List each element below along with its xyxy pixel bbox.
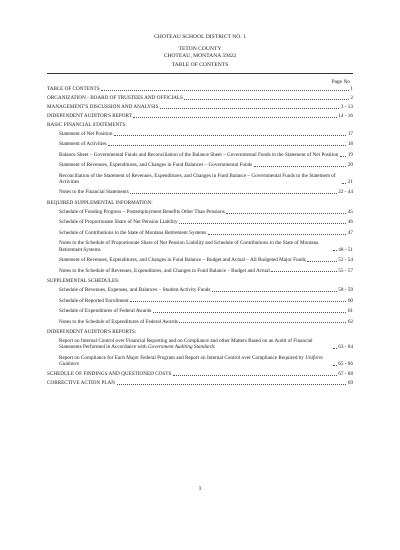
- city-address: CHOTEAU, MONTANA 59422: [163, 53, 237, 59]
- dot-leader: [179, 223, 346, 224]
- toc-entry-title: TABLE OF CONTENTS: [47, 86, 100, 92]
- toc-entry-title: Schedule of Revenues, Expenses, and Balances – Student Activity Funds: [59, 287, 211, 294]
- toc-entry-title: REQUIRED SUPPLEMENTAL INFORMATION:: [47, 199, 153, 206]
- toc-entry: [47, 141, 353, 147]
- dot-leader: [117, 384, 347, 385]
- toc-entry: [47, 189, 353, 195]
- toc-entry: [47, 131, 353, 137]
- toc-entry-page: 18: [347, 141, 353, 148]
- toc-entry-title: Report on Internal Control over Financial Reporting and on Compliance and other Matters Based on an Audit of Financial Statements Performed in Accordance with Government Auditing Standards: [59, 338, 313, 351]
- toc-entry: [47, 162, 353, 168]
- toc-entry-title: MANAGEMENT'S DISCUSSION AND ANALYSIS: [47, 103, 159, 110]
- page-number: 1: [198, 486, 202, 492]
- toc-entry-title: Schedule of Expenditures of Federal Awards: [59, 308, 152, 315]
- toc-entry: [47, 86, 353, 92]
- dot-leader: [130, 301, 346, 302]
- toc-entry-page: 69: [347, 380, 353, 387]
- dot-leader: [153, 312, 346, 313]
- toc-entry-title: CORRECTIVE ACTION PLAN: [47, 380, 116, 387]
- toc-entry-page: 62: [347, 318, 353, 325]
- toc-entry-title: Notes to the Schedule of Revenues, Expenditures, and Changes in Fund Balance – Budget and Actual: [59, 267, 270, 274]
- toc-entry-page: 22 - 44: [338, 189, 353, 196]
- toc-entry-page: 45: [347, 208, 353, 215]
- toc-entry-page: 20: [347, 162, 353, 169]
- toc-entry-title: SCHEDULE OF FINDINGS AND QUESTIONED COSTS: [47, 371, 172, 378]
- toc-entry-page: 58 - 59: [338, 287, 353, 294]
- dot-leader: [108, 145, 346, 146]
- toc-entry-title: Notes to the Financial Statements: [59, 189, 129, 196]
- dot-leader: [271, 271, 337, 272]
- toc-section-heading: [47, 122, 353, 128]
- toc-entry: [47, 355, 353, 367]
- toc-entry: [47, 338, 353, 350]
- dot-leader: [114, 135, 346, 136]
- dot-leader: [340, 156, 346, 157]
- toc-section-heading: [47, 329, 353, 335]
- toc-entry: [47, 95, 353, 101]
- toc-entry: [47, 380, 353, 386]
- dot-leader: [333, 365, 337, 366]
- toc-entry: [47, 371, 353, 377]
- toc-entry-page: 67 - 68: [338, 371, 353, 378]
- page-no-label: Page No: [331, 79, 350, 85]
- toc-entry-title: Report on Compliance for Each Major Federal Program and Report on Internal Control over Compliance Required by Uniform Guidance: [59, 354, 323, 367]
- dot-leader: [254, 166, 347, 167]
- toc-entry-title: Statement of Revenues, Expenditures, and Changes in Fund Balance – Budget and Actual – All Budgeted Major Funds: [59, 257, 306, 264]
- toc-entry-title: Schedule of Contributions to the State of Montana Retirement Systems: [59, 229, 207, 236]
- county-name: TETON COUNTY: [178, 46, 222, 52]
- toc-entry: [47, 219, 353, 225]
- toc-entry-page: 55 - 57: [338, 267, 353, 274]
- toc-section-heading: [47, 200, 353, 206]
- toc-entry-title: Statement of Activities: [59, 141, 107, 148]
- toc-entry-page: 65 - 66: [338, 360, 353, 367]
- toc-entry-title: SUPPLEMENTAL SCHEDULES:: [47, 278, 120, 285]
- toc-entry-title: INDEPENDENT AUDITOR'S REPORT: [47, 112, 132, 119]
- dot-leader: [208, 234, 346, 235]
- toc-entry-title: Reconciliation of the Statement of Revenues, Expenditures, and Changes in Fund Balance – Governmental Funds to the Statement of Activities: [59, 172, 336, 185]
- dot-leader: [226, 213, 346, 214]
- toc-entry: [47, 209, 353, 215]
- district-name: CHOTEAU SCHOOL DISTRICT NO. 1: [154, 34, 246, 40]
- toc-entry-title: ORGANIZATION - BOARD OF TRUSTEES AND OFFICIALS: [47, 94, 183, 101]
- toc-entry-title: INDEPENDENT AUDITOR'S REPORTS:: [47, 329, 137, 336]
- dot-leader: [101, 90, 349, 91]
- toc-entry: [47, 230, 353, 236]
- dot-leader: [333, 250, 337, 251]
- toc-entry: [47, 308, 353, 314]
- toc-entry-title: Schedule of Reported Enrollment: [59, 297, 129, 304]
- dot-leader: [130, 193, 337, 194]
- header-rule: [47, 73, 353, 74]
- toc-entry-page: 3 - 13: [340, 103, 353, 110]
- toc-entry-page: 19: [347, 151, 353, 158]
- toc-entry-page: 47: [347, 229, 353, 236]
- toc-entry-title: Notes to the Schedule of Expenditures of Federal Awards: [59, 318, 178, 325]
- toc-entry: [47, 152, 353, 158]
- dot-leader: [179, 322, 346, 323]
- dot-leader: [173, 375, 337, 376]
- toc-entry-page: 21: [347, 178, 353, 185]
- dot-leader: [133, 117, 336, 118]
- dot-leader: [212, 291, 337, 292]
- toc-entry-title: Schedule of Funding Progress – Postemployment Benefits Other Than Pensions: [59, 208, 225, 215]
- toc-section-heading: [47, 278, 353, 284]
- toc-entry-page: 1: [350, 86, 353, 92]
- document-title: TABLE OF CONTENTS: [171, 62, 229, 68]
- toc-entry-title: Schedule of Proportionate Share of Net Pension Liability: [59, 219, 178, 226]
- dot-leader: [160, 108, 339, 109]
- toc-entry-page: 52 - 54: [338, 257, 353, 264]
- toc-entry-page: 14 - 16: [338, 112, 353, 119]
- dot-leader: [184, 99, 348, 100]
- toc-entry: [47, 173, 353, 185]
- table-of-contents: [47, 86, 353, 389]
- toc-entry-page: 63 - 64: [338, 344, 353, 351]
- toc-entry-title: BASIC FINANCIAL STATEMENTS:: [47, 121, 127, 128]
- toc-entry: [47, 240, 353, 252]
- toc-entry: [47, 113, 353, 119]
- toc-entry-title: Balance Sheet – Governmental Funds and Reconciliation of the Balance Sheet – Governmental Funds to the Statement of Net Position: [59, 151, 339, 158]
- toc-entry-title: Statement of Revenues, Expenditures, and Changes in Fund Balances – Governmental Funds: [59, 162, 253, 169]
- toc-entry-title: Statement of Net Position: [59, 130, 113, 137]
- toc-entry: [47, 268, 353, 274]
- toc-entry: [47, 104, 353, 110]
- toc-entry-page: 17: [347, 130, 353, 137]
- toc-entry: [47, 319, 353, 325]
- toc-entry: [47, 298, 353, 304]
- dot-leader: [342, 183, 346, 184]
- toc-entry-page: 2: [350, 94, 353, 101]
- toc-entry-page: 46: [347, 219, 353, 226]
- toc-entry-title: Notes to the Schedule of Proportionate Share of Net Pension Liability and Schedule of Contributions to the State of Montana Retirement Systems: [59, 240, 319, 253]
- toc-entry: [47, 257, 353, 263]
- dot-leader: [333, 348, 337, 349]
- toc-entry-page: 61: [347, 308, 353, 315]
- dot-leader: [307, 261, 337, 262]
- toc-entry: [47, 287, 353, 293]
- toc-entry-page: 60: [347, 297, 353, 304]
- toc-entry-page: 48 - 51: [338, 246, 353, 253]
